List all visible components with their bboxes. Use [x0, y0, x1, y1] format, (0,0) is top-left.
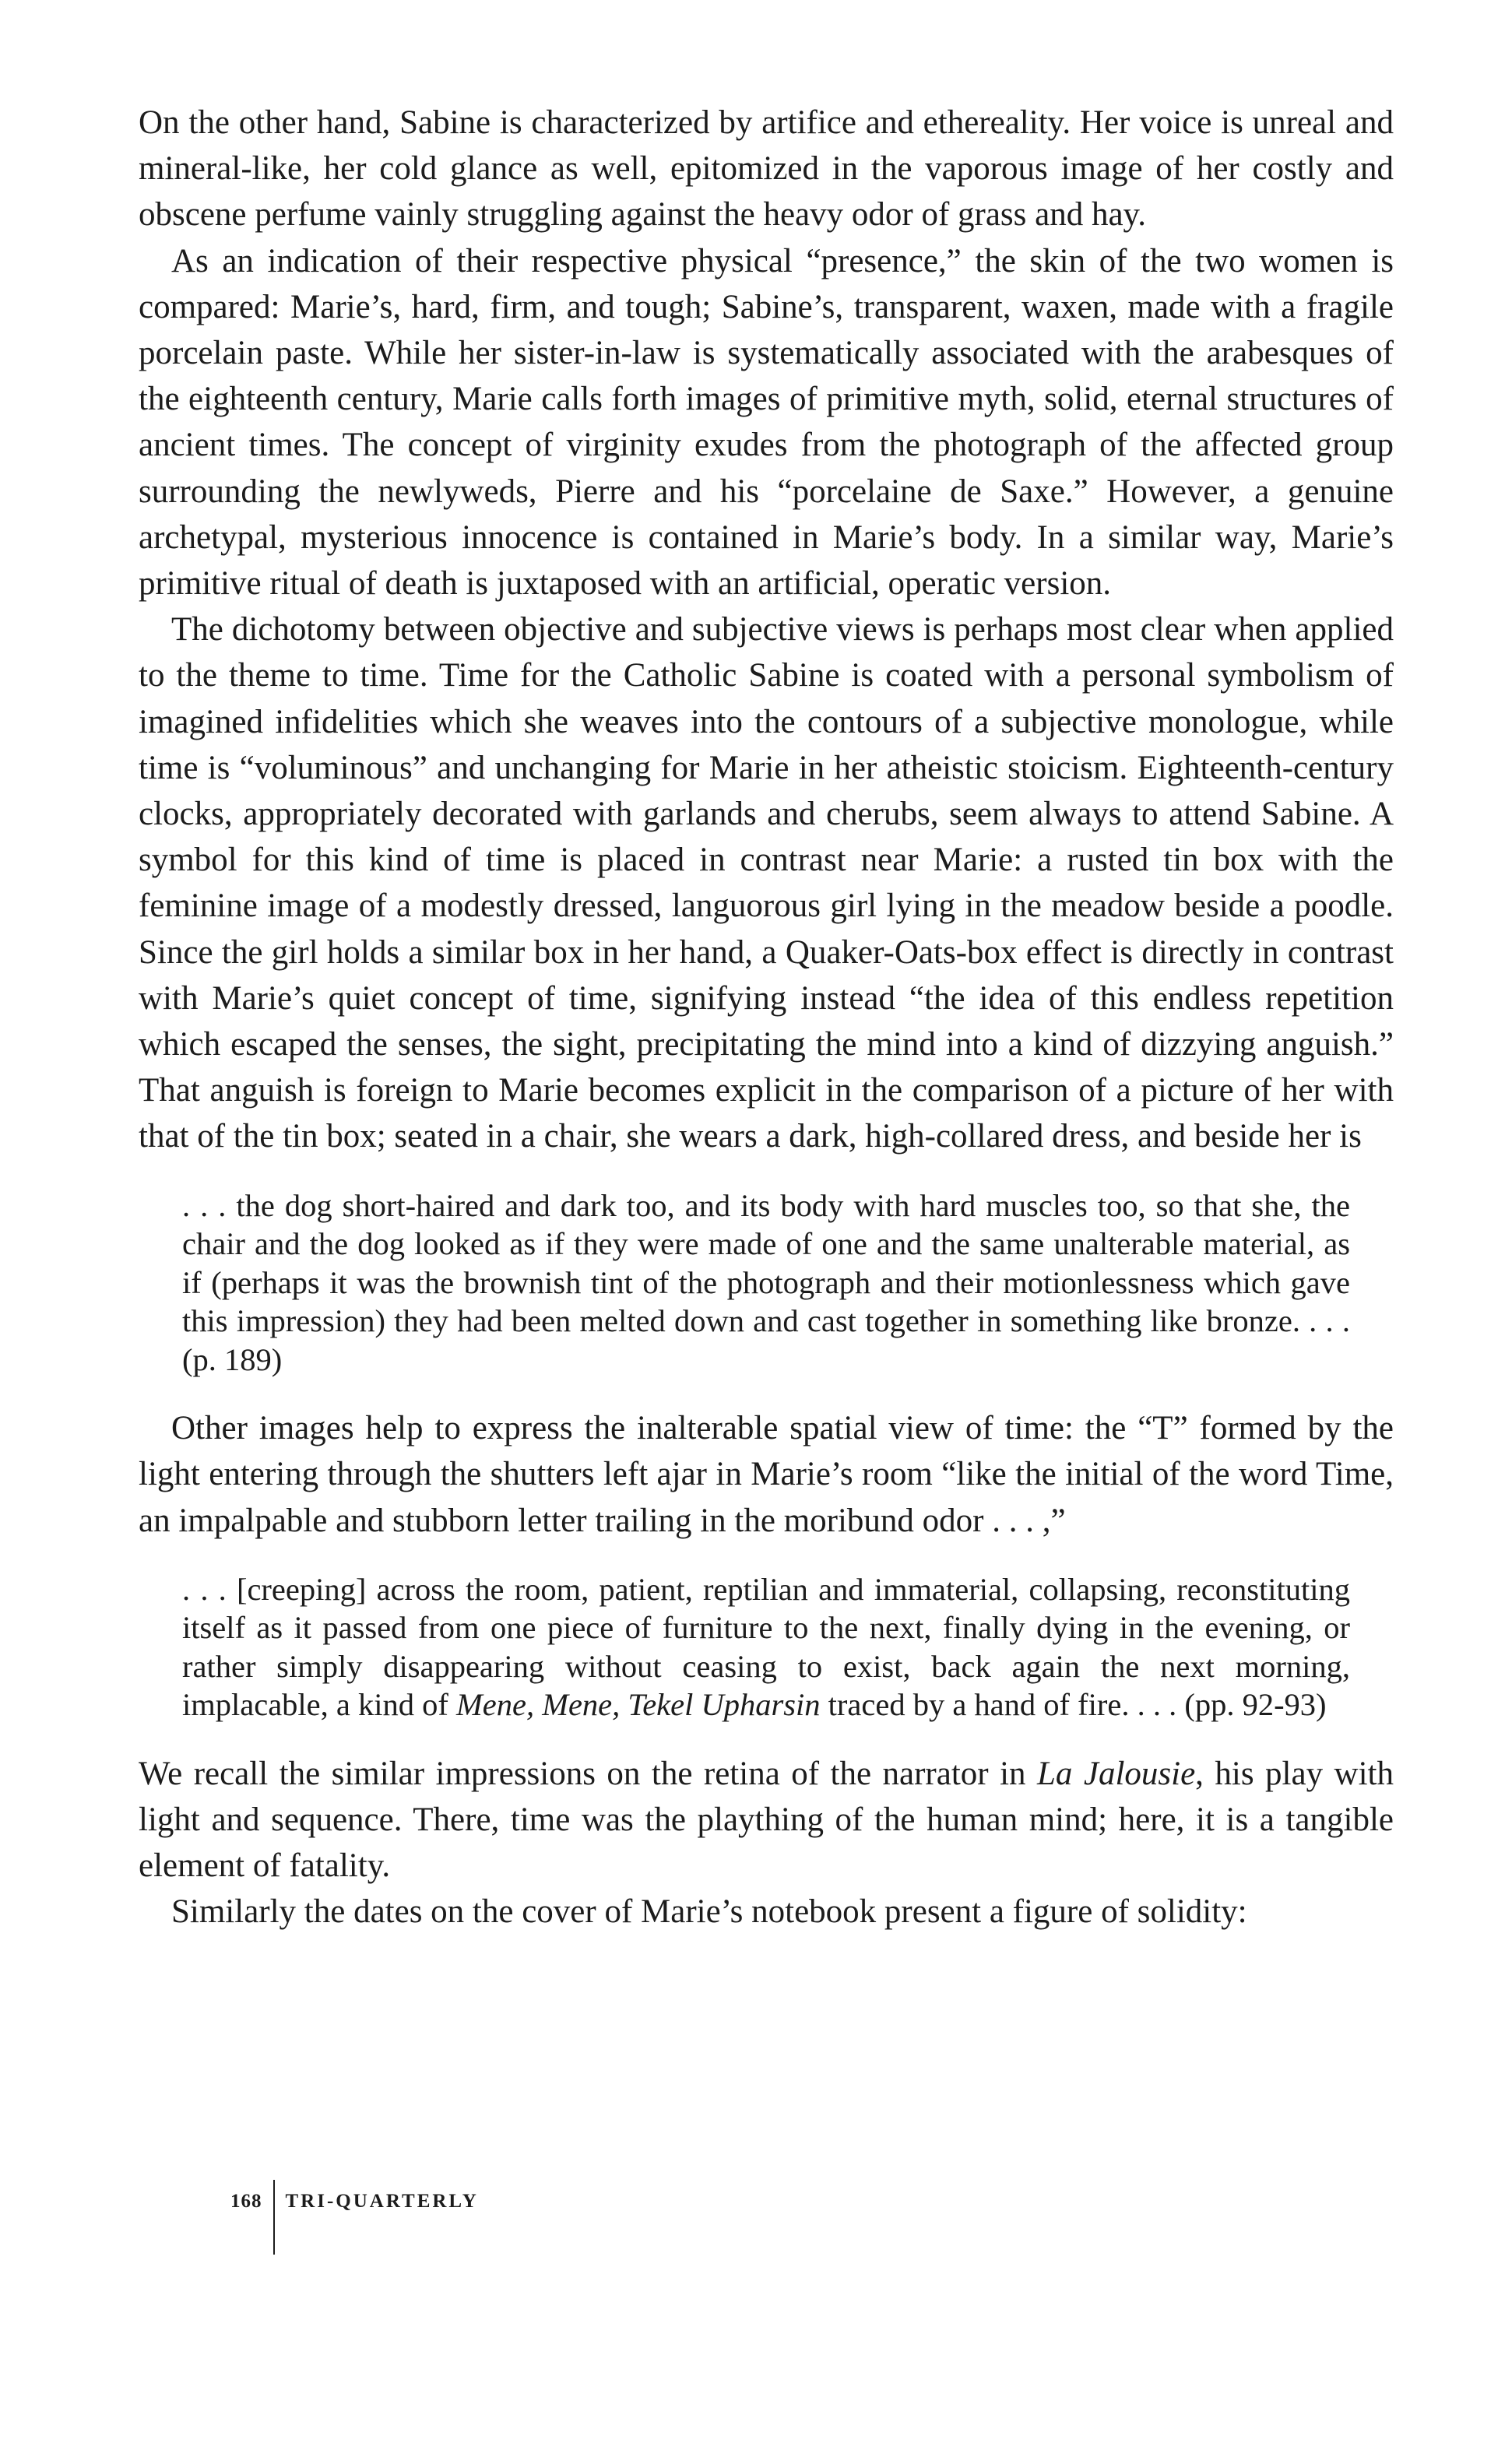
- paragraph-2: As an indication of their respective physical “presence,” the skin of the two women is compared: Marie’s, hard, firm, and tough; Sabine’s, transparent, waxen, made with a fragile porcelain paste. While her sister-in-law is systematically associated with the arabesques of the eighteenth century, Marie calls forth images of primitive myth, solid, eternal structures of ancient times. The concept of virginity exudes from the photograph of the affected group surrounding the newlyweds, Pierre and his “porcelaine de Saxe.” However, a genuine archetypal, mysterious innocence is contained in Marie’s body. In a similar way, Marie’s primitive ritual of death is juxtaposed with an artificial, operatic version.: [139, 242, 1394, 603]
- paragraph-6: Similarly the dates on the cover of Marie’s notebook present a figure of solidity:: [171, 1893, 1247, 1931]
- paragraph-1: On the other hand, Sabine is characterized by artifice and ethereality. Her voice is unreal and mineral-like, her cold glance as well, epitomized in the vaporous image of her costly and obscene perfume vainly struggling against the heavy odor of grass and hay.: [139, 104, 1394, 234]
- journal-title: TRI-QUARTERLY: [285, 2191, 479, 2212]
- paragraph-4: Other images help to express the inalterable spatial view of time: the “T” formed by the light entering through the shutters left ajar in Marie’s room “like the initial of the word Time, an impalpable and stubborn letter trailing in the moribund odor . . . ,”: [139, 1410, 1394, 1539]
- paragraph-5-text-a: We recall the similar impressions on the retina of the narrator in: [139, 1755, 1037, 1792]
- block-quote-2-text-a: . . . [creeping] across the room, patient, reptilian and immaterial, collapsing, reconstituting itself as it passed from one piece of furniture to the next, finally dying in the evening, or rather simply disappearing without ceasing to exist, back again the next morning, implacable, a kind of: [182, 1571, 1350, 1723]
- paragraph-3: The dichotomy between objective and subjective views is perhaps most clear when applied to the theme to time. Time for the Catholic Sabine is coated with a personal symbolism of imagined infidelities which she weaves into the contours of a subjective monologue, while time is “voluminous” and unchanging for Marie in her atheistic stoicism. Eighteenth-century clocks, appropriately decorated with garlands and cherubs, seem always to attend Sabine. A symbol for this kind of time is placed in contrast near Marie: a rusted tin box with the feminine image of a modestly dressed, languorous girl lying in the meadow beside a poodle. Since the girl holds a similar box in her hand, a Quaker-Oats-box effect is directly in contrast with Marie’s quiet concept of time, signifying instead “the idea of this endless repetition which escaped the senses, the sight, precipitating the mind into a kind of dizzying anguish.” That anguish is foreign to Marie becomes explicit in the comparison of a picture of her with that of the tin box; seated in a chair, she wears a dark, high-collared dress, and beside her is: [139, 611, 1394, 1155]
- paragraph-5-text-c: , his play with light and sequence. There, time was the plaything of the human mind; here, it is a tangible element of fatality.: [139, 1755, 1394, 1885]
- body-text: [139, 100, 1394, 1935]
- block-quote-2: [182, 1570, 1350, 1724]
- paragraph-5-italic: La Jalousie: [1036, 1755, 1196, 1792]
- block-quote-1: . . . the dog short-haired and dark too, and its body with hard muscles too, so that she, the chair and the dog looked as if they were made of one and the same unalterable material, as if (perhaps it was the brownish tint of the photograph and their motionlessness which gave this impression) they had been melted down and cast together in something like bronze. . . . (p. 189): [182, 1187, 1350, 1377]
- page-number: 168: [230, 2191, 262, 2212]
- page-footer: [230, 2180, 479, 2258]
- block-quote-2-text-c: traced by a hand of fire. . . . (pp. 92-93): [820, 1687, 1327, 1723]
- paragraph-5: [139, 1751, 1394, 1889]
- block-quote-2-italic: Mene, Mene, Tekel Upharsin: [456, 1687, 821, 1723]
